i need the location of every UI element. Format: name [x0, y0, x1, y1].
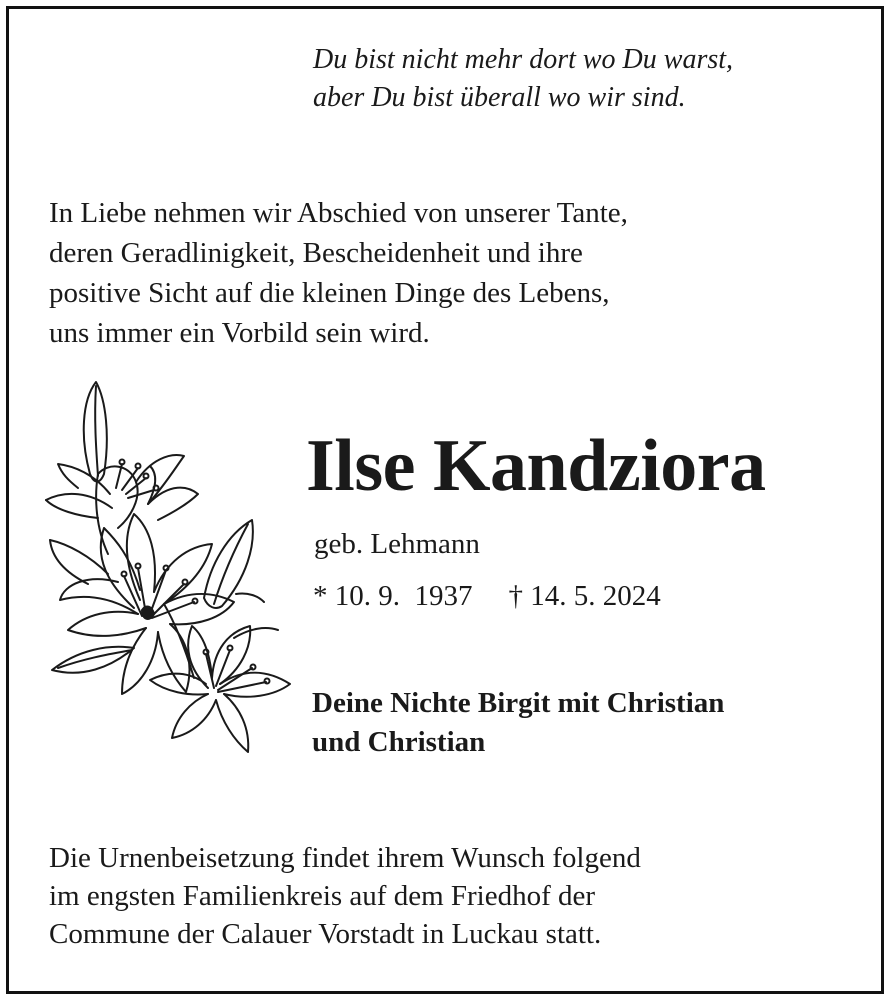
deceased-name: Ilse Kandziora: [306, 425, 766, 507]
farewell-line: In Liebe nehmen wir Abschied von unserer Tante,: [49, 197, 628, 229]
motto-line: Du bist nicht mehr dort wo Du warst,: [313, 44, 734, 75]
birth-name: geb. Lehmann: [314, 528, 480, 560]
farewell-text: [49, 193, 628, 353]
burial-notice: [49, 839, 641, 953]
farewell-line: deren Geradlinigkeit, Bescheidenheit und ihre: [49, 237, 583, 269]
farewell-line: positive Sicht auf die kleinen Dinge des Lebens,: [49, 277, 610, 309]
burial-line: Commune der Calauer Vorstadt in Luckau statt.: [49, 918, 602, 950]
farewell-line: uns immer ein Vorbild sein wird.: [49, 317, 430, 349]
burial-line: im engsten Familienkreis auf dem Friedhof der: [49, 880, 596, 912]
mourners-signature: [312, 684, 724, 762]
mourners-line: Deine Nichte Birgit mit Christian: [312, 687, 725, 719]
burial-line: Die Urnenbeisetzung findet ihrem Wunsch folgend: [49, 842, 641, 874]
death-date: † 14. 5. 2024: [508, 580, 661, 612]
lily-flower-icon: [38, 378, 298, 764]
motto-line: aber Du bist überall wo wir sind.: [313, 82, 686, 113]
motto-quote: [313, 41, 733, 117]
birth-date: * 10. 9. 1937: [313, 580, 473, 612]
mourners-line: und Christian: [312, 726, 486, 758]
life-dates: [313, 576, 661, 616]
